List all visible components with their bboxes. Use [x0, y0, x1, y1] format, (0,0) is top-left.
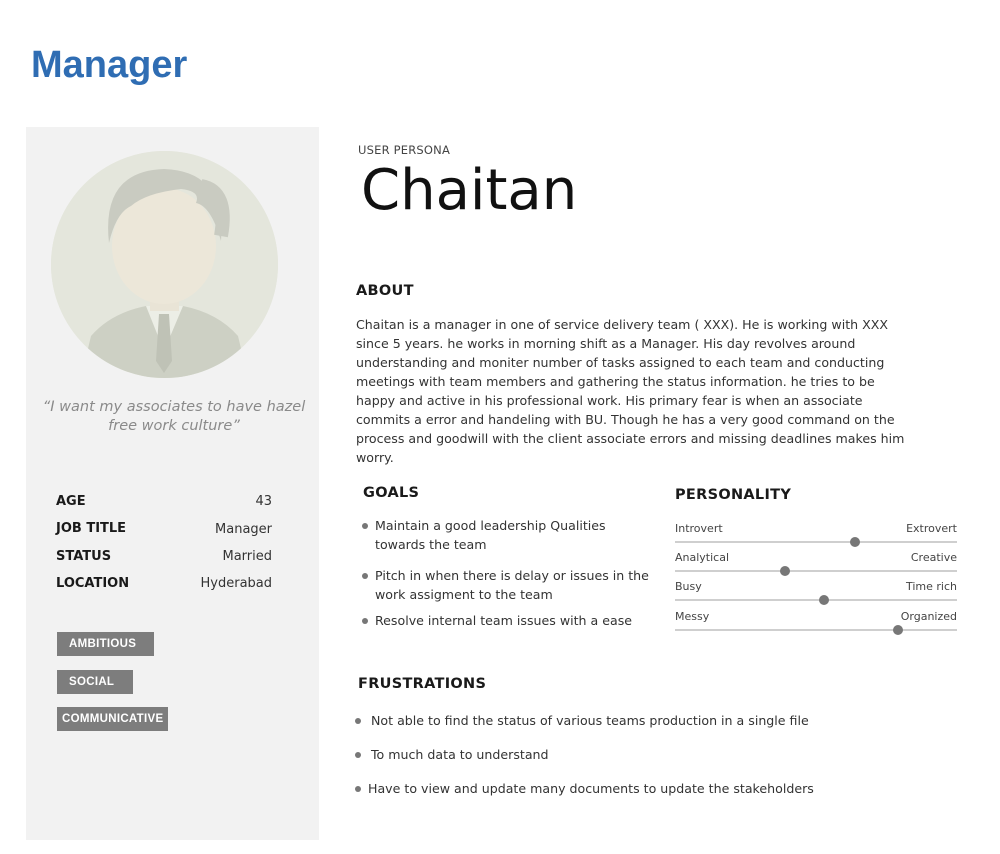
person-icon: [51, 151, 278, 378]
location-value: Hyderabad: [200, 576, 272, 591]
frustrations-list: [355, 711, 835, 798]
page-title: Manager: [31, 44, 188, 86]
trait-tag-social: SOCIAL: [57, 670, 133, 694]
status-value: Married: [222, 549, 272, 564]
persona-label: USER PERSONA: [358, 143, 451, 157]
personality-slider: [675, 522, 957, 550]
personality-slider: [675, 551, 957, 579]
frustrations-heading: FRUSTRATIONS: [358, 676, 487, 692]
status-label: STATUS: [56, 549, 112, 564]
slider-track: [675, 541, 957, 543]
personality-slider: [675, 580, 957, 608]
slider-left-label: Introvert: [675, 522, 723, 535]
slider-knob: [780, 566, 790, 576]
age-value: 43: [255, 494, 272, 509]
job-title-label: JOB TITLE: [56, 521, 127, 536]
slider-left-label: Messy: [675, 610, 710, 623]
slider-right-label: Creative: [910, 551, 957, 564]
trait-tag-ambitious: AMBITIOUS: [57, 632, 154, 656]
avatar: [51, 151, 278, 378]
goal-item: Pitch in when there is delay or issues in the work assigment to the team: [362, 566, 652, 604]
slider-knob: [819, 595, 829, 605]
trait-tag-communicative: COMMUNICATIVE: [57, 707, 168, 731]
slider-right-label: Organized: [900, 610, 957, 623]
location-label: LOCATION: [56, 576, 130, 591]
about-text: Chaitan is a manager in one of service delivery team ( XXX). He is working with XXX since 5 years. he works in morning shift as a Manager. His day revolves around understanding and moniter number of tasks assigned to each team and conducting meetings with team members and gathering the status information. he tries to be happy and active in his professional work. His primary fear is when an associate commits a error and handeling with BU. Though he has a very good command on the process and goodwill with the client associate errors and missing deadlines makes him worry.: [356, 317, 905, 465]
job-title-value: Manager: [215, 522, 272, 537]
frustration-item: To much data to understand: [355, 745, 835, 764]
slider-left-label: Analytical: [675, 551, 730, 564]
goals-list: [362, 516, 652, 630]
slider-track: [675, 599, 957, 601]
goal-item: Maintain a good leadership Qualities towards the team: [362, 516, 652, 554]
slider-knob: [893, 625, 903, 635]
slider-right-label: Extrovert: [906, 522, 957, 535]
slider-track: [675, 629, 957, 631]
about-heading: ABOUT: [356, 283, 414, 299]
frustration-item: Not able to find the status of various teams production in a single file: [355, 711, 835, 730]
goals-heading: GOALS: [363, 485, 420, 501]
persona-quote: “I want my associates to have hazel free work culture”: [42, 399, 306, 434]
slider-track: [675, 570, 957, 572]
persona-name: Chaitan: [361, 158, 578, 223]
personality-heading: PERSONALITY: [675, 487, 792, 503]
goal-item: Resolve internal team issues with a ease: [362, 611, 652, 630]
slider-left-label: Busy: [675, 580, 702, 593]
frustration-item: Have to view and update many documents to update the stakeholders: [355, 779, 835, 798]
slider-right-label: Time rich: [905, 580, 957, 593]
age-label: AGE: [56, 494, 86, 509]
personality-slider: [675, 610, 957, 638]
slider-knob: [850, 537, 860, 547]
